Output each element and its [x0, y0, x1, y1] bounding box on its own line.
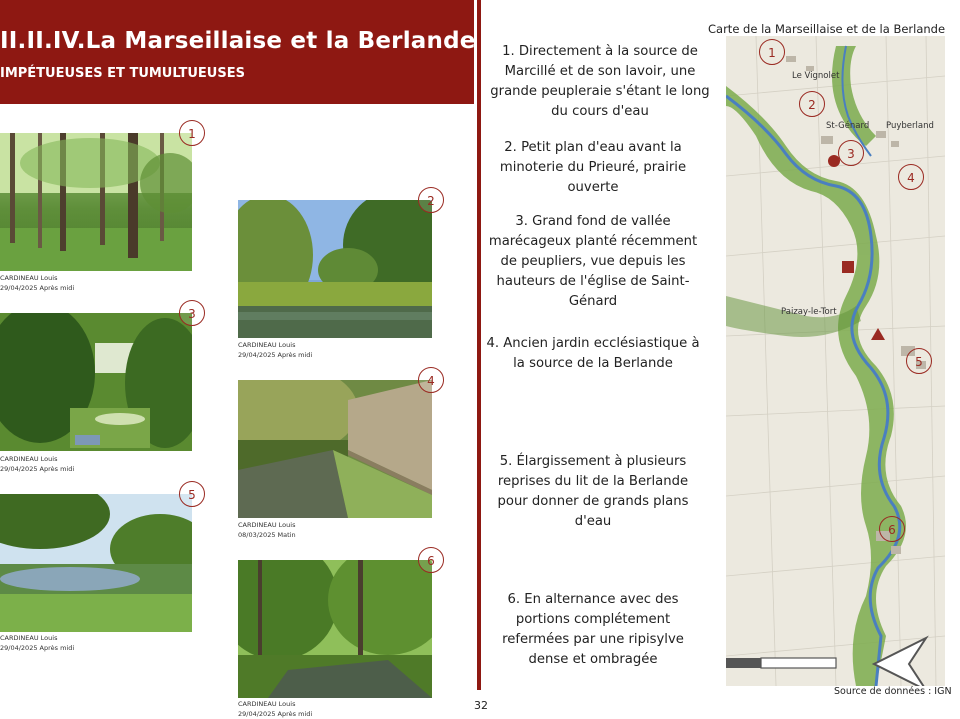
- map-label-le-vignolet: Le Vignolet: [792, 71, 839, 81]
- photo-2-scene: [238, 200, 432, 338]
- map-source: Source de données : IGN: [834, 686, 952, 697]
- map-title: Carte de la Marseillaise et de la Berlande: [708, 22, 945, 36]
- map-marker-3: 3: [838, 140, 864, 166]
- map-marker-6: 6: [879, 516, 905, 542]
- column-divider: [477, 0, 481, 690]
- photo-6-author: CARDINEAU Louis: [238, 700, 312, 710]
- map-marker-2: 2: [799, 91, 825, 117]
- page-number: 32: [474, 699, 488, 712]
- photo-4-date: 08/03/2025 Matin: [238, 531, 296, 541]
- description-3: 3. Grand fond de vallée marécageux planté récemment de peupliers, vue depuis les hauteurs de l'église de Saint-Génard: [483, 212, 703, 312]
- description-6: 6. En alternance avec des portions complétement refermées par une ripisylve dense et ombragée: [483, 590, 703, 670]
- photo-4-garden-wall: [238, 380, 432, 518]
- photo-5-scene: [0, 494, 192, 632]
- photo-6-number: 6: [418, 547, 444, 573]
- photo-1-date: 29/04/2025 Après midi: [0, 284, 74, 294]
- photo-1-poplar-grove: [0, 133, 192, 271]
- photo-4-author: CARDINEAU Louis: [238, 521, 296, 531]
- photo-2-author: CARDINEAU Louis: [238, 341, 312, 351]
- photo-5-number: 5: [179, 481, 205, 507]
- photo-4-scene: [238, 380, 432, 518]
- photo-6-date: 29/04/2025 Après midi: [238, 710, 312, 719]
- map-label-st-genard: St-Génard: [826, 121, 869, 131]
- description-2: 2. Petit plan d'eau avant la minoterie du Prieuré, prairie ouverte: [483, 138, 703, 198]
- map-label-paizay-le-tort: Paizay-le-Tort: [781, 307, 837, 317]
- photo-2-pond: [238, 200, 432, 338]
- map-marker-5: 5: [906, 348, 932, 374]
- photo-3-caption: [0, 455, 74, 474]
- photo-1-caption: [0, 274, 74, 293]
- photo-5-author: CARDINEAU Louis: [0, 634, 74, 644]
- photo-2-number: 2: [418, 187, 444, 213]
- map-label-puyberland: Puyberland: [886, 121, 934, 131]
- photo-1-number: 1: [179, 120, 205, 146]
- photo-1-author: CARDINEAU Louis: [0, 274, 74, 284]
- photo-4-caption: [238, 521, 296, 540]
- photo-6-scene: [238, 560, 432, 698]
- page-subtitle: IMPÉTUEUSES ET TUMULTUEUSES: [0, 66, 245, 81]
- photo-6-ripisylve: [238, 560, 432, 698]
- description-1: 1. Directement à la source de Marcillé et de son lavoir, une grande peupleraie s'étant le long du cours d'eau: [490, 42, 710, 122]
- photo-6-caption: [238, 700, 312, 719]
- photo-4-number: 4: [418, 367, 444, 393]
- header-band: [0, 0, 474, 104]
- photo-5-widened-river: [0, 494, 192, 632]
- photo-5-date: 29/04/2025 Après midi: [0, 644, 74, 654]
- photo-3-valley: [0, 313, 192, 451]
- description-4: 4. Ancien jardin ecclésiastique à la source de la Berlande: [483, 334, 703, 374]
- photo-3-scene: [0, 313, 192, 451]
- photo-5-caption: [0, 634, 74, 653]
- photo-3-number: 3: [179, 300, 205, 326]
- map-marker-1: 1: [759, 39, 785, 65]
- description-5: 5. Élargissement à plusieurs reprises du lit de la Berlande pour donner de grands plans d'eau: [483, 452, 703, 532]
- map-panel: [726, 36, 945, 686]
- photo-3-author: CARDINEAU Louis: [0, 455, 74, 465]
- map-marker-4: 4: [898, 164, 924, 190]
- page-title: II.II.IV.La Marseillaise et la Berlande: [0, 28, 476, 54]
- photo-2-date: 29/04/2025 Après midi: [238, 351, 312, 361]
- photo-1-scene: [0, 133, 192, 271]
- photo-2-caption: [238, 341, 312, 360]
- photo-3-date: 29/04/2025 Après midi: [0, 465, 74, 475]
